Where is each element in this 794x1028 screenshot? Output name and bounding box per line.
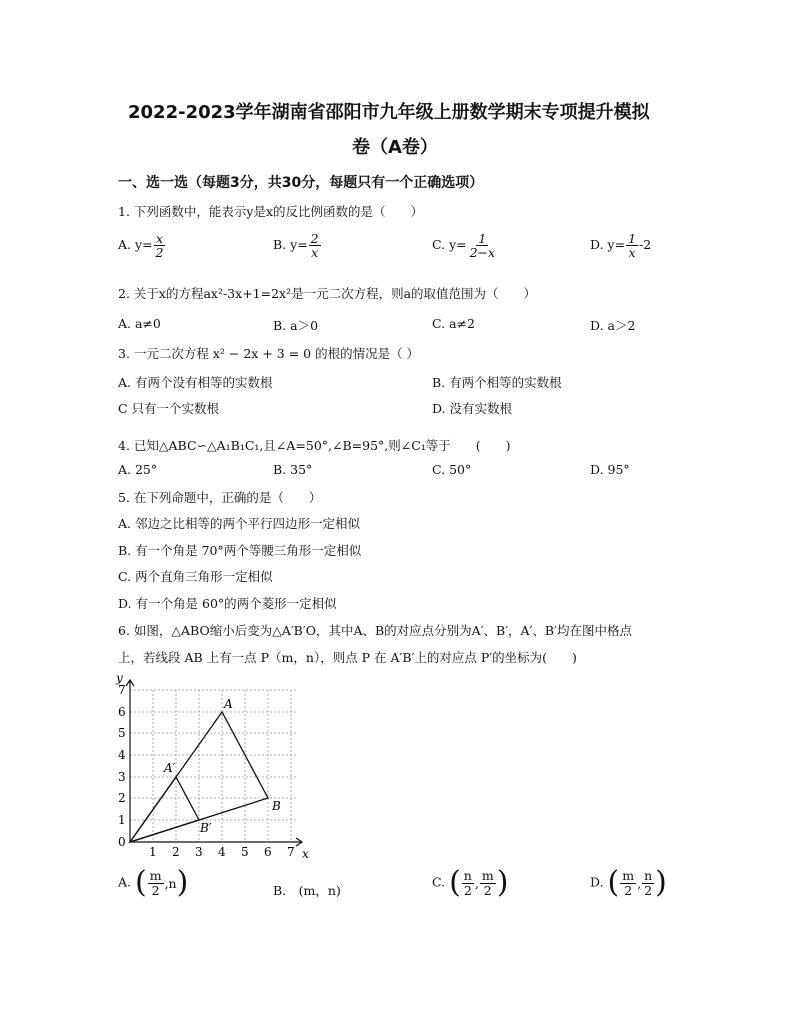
title-line-1: 2022-2023学年湖南省邵阳市九年级上册数学期末专项提升模拟: [128, 102, 650, 123]
q1-d-suffix: -2: [639, 237, 652, 253]
q1-c-num: 1: [478, 231, 487, 246]
y-axis-label: y: [116, 671, 123, 685]
q1-a-fraction: [154, 232, 166, 259]
q6-c-label: C.: [432, 874, 446, 890]
point-a-label: A: [224, 697, 233, 711]
q3-option-c: C 只有一个实数根: [118, 401, 220, 416]
q6-c-num-1: n: [463, 868, 472, 884]
q1-c-fraction: [468, 232, 497, 259]
x-tick-3: 3: [195, 845, 203, 859]
q6-option-a: [118, 865, 189, 900]
q1-d-fraction: [626, 232, 638, 259]
q1-option-d: [590, 232, 651, 259]
q3-option-d: D. 没有实数根: [432, 401, 513, 416]
grid-lines: [130, 690, 298, 842]
coordinate-figure: [110, 668, 320, 860]
q6-a-expression: ( $\frac{m}{2}$ ,n ): [135, 865, 189, 900]
q6-c-fraction-2: [480, 869, 496, 896]
q6-stem-line-1: 6. 如图，△ABO缩小后变为△A′B′O，其中A、B的对应点分别为A′、B′，A′、B′均在图中格点: [118, 623, 632, 638]
q2-stem: 2. 关于x的方程ax²-3x+1=2x²是一元二次方程，则a的取值范围为（ ）: [118, 286, 537, 301]
q1-b-fraction: [309, 232, 321, 259]
q5-option-b: B. 有一个角是 70°两个等腰三角形一定相似: [118, 543, 362, 558]
q1-a-den: 2: [155, 245, 164, 261]
point-b-prime-label: B′: [200, 821, 212, 835]
q6-d-num-1: m: [622, 868, 635, 884]
q1-option-a: [118, 232, 166, 259]
y-tick-1: 1: [118, 813, 126, 827]
q5-option-d: D. 有一个角是 60°的两个菱形一定相似: [118, 596, 337, 611]
q1-b-prefix: B. y=: [273, 237, 308, 253]
point-b-label: B: [272, 799, 281, 813]
origin-label: 0: [118, 835, 126, 849]
q4-stem: 4. 已知△ABC∽△A₁B₁C₁,且∠A=50°,∠B=95°,则∠C₁等于 ( ): [118, 438, 511, 453]
q4-option-c: C. 50°: [432, 462, 472, 477]
q6-a-den: 2: [151, 882, 160, 898]
q6-d-fraction-2: [642, 869, 654, 896]
x-tick-7: 7: [287, 845, 295, 859]
y-tick-4: 4: [118, 748, 126, 762]
q5-option-c: C. 两个直角三角形一定相似: [118, 569, 273, 584]
q6-c-num-2: m: [481, 868, 494, 884]
q3-stem: 3. 一元二次方程 x² − 2x + 3 = 0 的根的情况是（ ）: [118, 346, 420, 361]
q2-option-a: A. a≠0: [118, 316, 161, 331]
q1-b-den: x: [311, 245, 319, 261]
x-axis-label: x: [302, 847, 309, 860]
q4-option-d: D. 95°: [590, 462, 630, 477]
q6-a-fraction: [148, 869, 164, 896]
q6-d-fraction-1: [620, 869, 636, 896]
q6-stem-line-2: 上，若线段 AB 上有一点 P（m，n），则点 P 在 A′B′上的对应点 P′的坐标为( ): [118, 650, 577, 665]
x-tick-2: 2: [172, 845, 180, 859]
q1-a-prefix: A. y=: [118, 237, 153, 253]
q4-option-a: A. 25°: [118, 462, 158, 477]
q6-option-d: [590, 865, 667, 900]
q1-d-prefix: D. y=: [590, 237, 626, 253]
q1-d-num: 1: [628, 231, 637, 246]
axes: [126, 680, 302, 846]
q6-a-num: m: [149, 868, 162, 884]
q1-option-b: [273, 232, 322, 259]
x-tick-4: 4: [218, 845, 226, 859]
q1-option-c: [432, 232, 498, 259]
q3-option-b: B. 有两个相等的实数根: [432, 375, 562, 390]
q6-a-label: A.: [118, 874, 132, 890]
q1-stem: 1. 下列函数中，能表示y是x的反比例函数的是（ ）: [118, 204, 424, 219]
q6-d-expression: ( $\frac{m}{2}$ , $\frac{n}{2}$ ): [607, 865, 667, 900]
section-heading: 一、选一选（每题3分，共30分，每题只有一个正确选项）: [118, 175, 484, 191]
q6-c-expression: ( $\frac{n}{2}$ , $\frac{m}{2}$ ): [449, 865, 509, 900]
q2-option-b: B. a＞0: [273, 318, 319, 333]
q6-d-label: D.: [590, 874, 604, 890]
q1-c-prefix: C. y=: [432, 237, 467, 253]
q5-stem: 5. 在下列命题中，正确的是（ ）: [118, 490, 322, 505]
x-tick-6: 6: [264, 845, 272, 859]
q6-c-den-2: 2: [483, 882, 492, 898]
q6-d-num-2: n: [644, 868, 653, 884]
q3-option-a: A. 有两个没有相等的实数根: [118, 375, 273, 390]
title-line-2: 卷（A卷）: [352, 137, 438, 158]
y-tick-3: 3: [118, 770, 126, 784]
x-tick-5: 5: [241, 845, 249, 859]
q6-c-den-1: 2: [463, 882, 472, 898]
q6-option-b: B. (m，n): [273, 883, 341, 898]
q6-d-den-2: 2: [644, 882, 653, 898]
y-tick-6: 6: [118, 705, 126, 719]
q2-option-c: C. a≠2: [432, 316, 475, 331]
q1-d-den: x: [628, 245, 636, 261]
q1-c-den: 2−x: [469, 245, 496, 261]
q1-b-num: 2: [310, 231, 319, 246]
q4-option-b: B. 35°: [273, 462, 313, 477]
y-tick-2: 2: [118, 791, 126, 805]
q2-option-d: D. a＞2: [590, 318, 636, 333]
x-tick-1: 1: [149, 845, 157, 859]
q1-a-num: x: [155, 231, 164, 246]
point-a-prime-label: A′: [164, 761, 176, 775]
y-tick-7: 7: [118, 683, 126, 697]
q6-d-den-1: 2: [624, 882, 633, 898]
y-tick-5: 5: [118, 726, 126, 740]
q6-a-tail: ,n: [164, 875, 177, 891]
q5-option-a: A. 邻边之比相等的两个平行四边形一定相似: [118, 516, 360, 531]
q6-c-fraction-1: [462, 869, 474, 896]
q6-option-c: [432, 865, 509, 900]
